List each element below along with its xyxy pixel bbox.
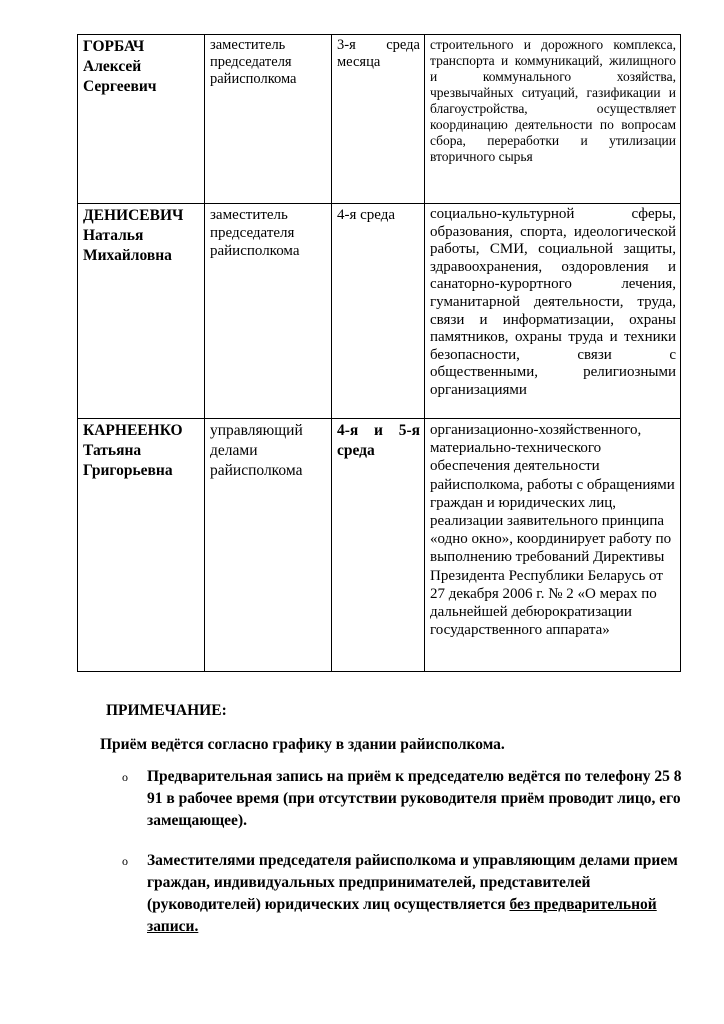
note-bullet-text: Предварительная запись на приём к председателю ведётся по телефону 25 8 91 в рабочее время (при отсутствии руководителя приём проводит лицо, его замещающее).	[147, 768, 682, 829]
patronymic: Михайловна	[83, 247, 172, 264]
reception-schedule-table	[77, 34, 681, 672]
surname: ДЕНИСЕВИЧ	[83, 207, 184, 224]
note-title: ПРИМЕЧАНИЕ:	[106, 702, 227, 719]
reception-day-cell: 3-я среда месяца	[332, 35, 425, 204]
official-name	[78, 204, 205, 419]
surname: КАРНЕЕНКО	[83, 422, 183, 439]
official-name	[78, 419, 205, 672]
responsibilities-cell: социально-культурной сферы, образования, спорта, идеологической работы, СМИ, социальной защиты, здравоохранения, оздоровления и санаторно-курортного лечения, гуманитарной деятельности, труда, связи и информатизации, охраны памятников, охраны труда и техники безопасности, связи с общественными, религиозными организациями	[425, 204, 681, 419]
position-cell: заместитель председателя райисполкома	[205, 35, 332, 204]
reception-day-cell: 4-я среда	[332, 204, 425, 419]
reception-day-cell: 4-я и 5-я среда	[332, 419, 425, 672]
table-row	[78, 204, 681, 419]
position-cell: управляющий делами райисполкома	[205, 419, 332, 672]
table-row	[78, 35, 681, 204]
table-row	[78, 419, 681, 672]
first-name: Татьяна	[83, 442, 142, 459]
first-name: Алексей	[83, 58, 142, 75]
notes-section	[100, 700, 690, 956]
official-name	[78, 35, 205, 204]
surname: ГОРБАЧ	[83, 38, 145, 55]
list-item	[100, 850, 690, 938]
position-cell: заместитель председателя райисполкома	[205, 204, 332, 419]
patronymic: Сергеевич	[83, 78, 157, 95]
underlined-emphasis: без предварительной записи.	[147, 896, 657, 935]
note-bullet-text: Заместителями председателя райисполкома и управляющим делами прием граждан, индивидуальных предпринимателей, представителей (руководителей) юридических лиц осуществляется	[147, 852, 678, 913]
bullet-circle-icon: o	[122, 770, 128, 784]
responsibilities-cell: строительного и дорожного комплекса, транспорта и коммуникаций, жилищного и коммунального хозяйства, чрезвычайных ситуаций, газификации и благоустройства, осуществляет координацию деятельности по вопросам сбора, переработки и утилизации вторичного сырья	[425, 35, 681, 204]
note-list	[100, 766, 690, 938]
note-intro: Приём ведётся согласно графику в здании райисполкома.	[100, 736, 505, 753]
patronymic: Григорьевна	[83, 462, 173, 479]
bullet-circle-icon: o	[122, 854, 128, 868]
responsibilities-cell: организационно-хозяйственного, материально-технического обеспечения деятельности райисполкома, работы с обращениями граждан и юридических лиц, реализации заявительного принципа «одно окно», координирует работу по выполнению требований Директивы Президента Республики Беларусь от 27 декабря 2006 г. № 2 «О мерах по дальнейшей дебюрократизации государственного аппарата»	[425, 419, 681, 672]
list-item	[100, 766, 690, 832]
first-name: Наталья	[83, 227, 144, 244]
